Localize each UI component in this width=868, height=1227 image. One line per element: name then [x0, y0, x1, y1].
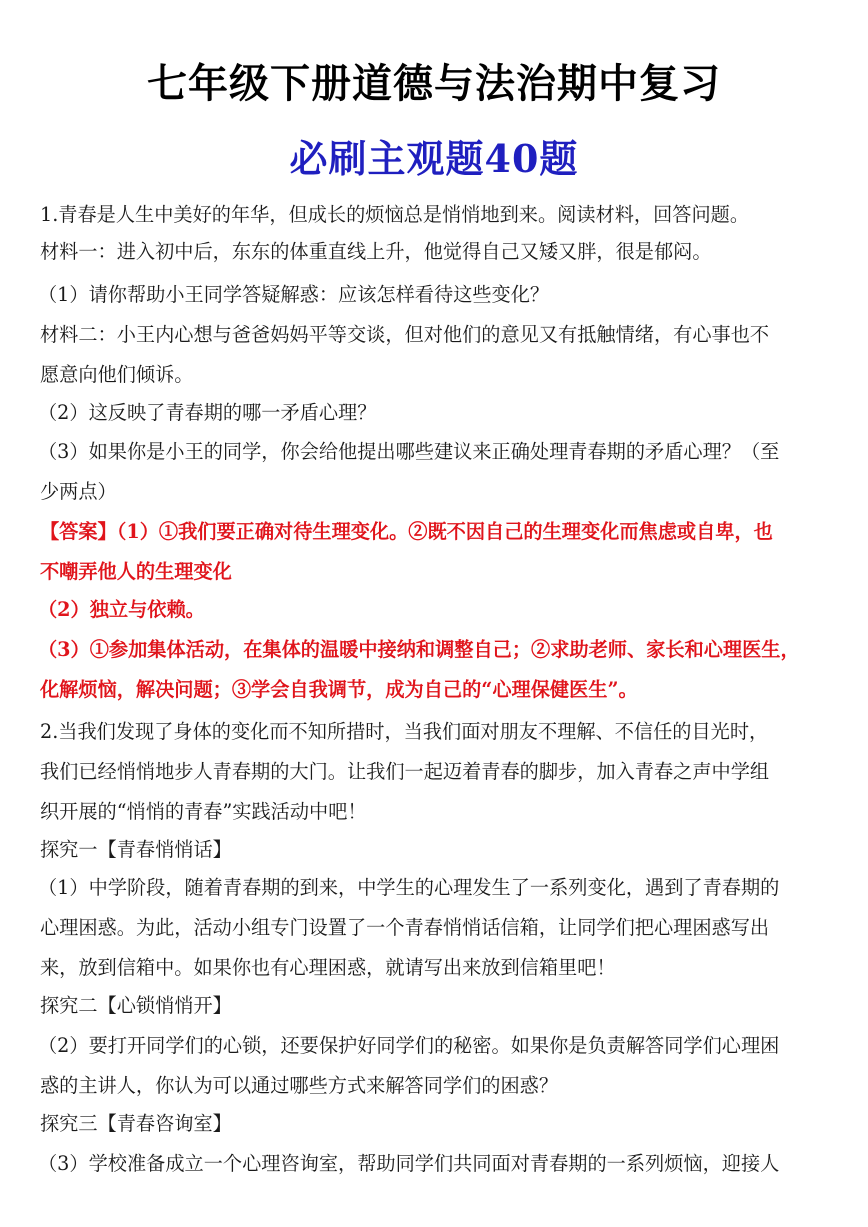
answer-1-part-3-cont: 化解烦恼，解决问题；③学会自我调节，成为自己的“心理保健医生”。 [40, 678, 638, 701]
question-2-part-1-cont-2: 来，放到信箱中。如果你也有心理困惑，就请写出来放到信箱里吧！ [40, 956, 616, 979]
question-2-part-2-cont: 惑的主讲人，你认为可以通过哪些方式来解答同学们的困惑？ [40, 1074, 559, 1097]
question-2-part-1: （1）中学阶段，随着青春期的到来，中学生的心理发生了一系列变化，遇到了青春期的 [38, 876, 780, 899]
question-1-part-1: （1）请你帮助小王同学答疑解惑：应该怎样看待这些变化？ [38, 283, 550, 306]
question-1-material-2-cont: 愿意向他们倾诉。 [40, 363, 194, 386]
explore-3-heading: 探究三【青春咨询室】 [40, 1112, 232, 1135]
question-2-part-3: （3）学校准备成立一个心理咨询室，帮助同学们共同面对青春期的一系列烦恼，迎接人 [38, 1152, 780, 1175]
question-2-part-1-cont-1: 心理困惑。为此，活动小组专门设置了一个青春悄悄话信箱，让同学们把心理困惑写出 [40, 916, 770, 939]
question-1-part-3-cont: 少两点） [40, 480, 117, 503]
question-1-material-1: 材料一：进入初中后，东东的体重直线上升，他觉得自己又矮又胖，很是郁闷。 [40, 240, 712, 263]
answer-1-part-1: 【答案】（1）①我们要正确对待生理变化。②既不因自己的生理变化而焦虑或自卑，也 [40, 520, 773, 543]
question-1-part-2: （2）这反映了青春期的哪一矛盾心理？ [38, 401, 377, 424]
question-2-part-2: （2）要打开同学们的心锁，还要保护好同学们的秘密。如果你是负责解答同学们心理困 [38, 1034, 780, 1057]
answer-1-part-1-cont: 不嘲弄他人的生理变化 [40, 560, 232, 583]
question-2-intro: 2.当我们发现了身体的变化而不知所措时，当我们面对朋友不理解、不信任的目光时， [40, 720, 769, 743]
question-1-part-3: （3）如果你是小王的同学，你会给他提出哪些建议来正确处理青春期的矛盾心理？（至 [38, 440, 780, 463]
answer-1-part-2: （2）独立与依赖。 [38, 598, 205, 621]
question-1-material-2: 材料二：小王内心想与爸爸妈妈平等交谈，但对他们的意见又有抵触情绪，有心事也不 [40, 323, 770, 346]
question-2-intro-cont-1: 我们已经悄悄地步人青春期的大门。让我们一起迈着青春的脚步，加入青春之声中学组 [40, 760, 770, 783]
explore-2-heading: 探究二【心锁悄悄开】 [40, 994, 232, 1017]
page-title: 七年级下册道德与法治期中复习 [147, 60, 721, 107]
question-2-intro-cont-2: 织开展的“悄悄的青春”实践活动中吧！ [40, 800, 367, 823]
explore-1-heading: 探究一【青春悄悄话】 [40, 838, 232, 861]
answer-1-part-3: （3）①参加集体活动，在集体的温暖中接纳和调整自己；②求助老师、家长和心理医生， [38, 638, 800, 661]
question-1-intro: 1.青春是人生中美好的年华，但成长的烦恼总是悄悄地到来。阅读材料，回答问题。 [40, 203, 750, 226]
page-subtitle: 必刷主观题40题 [289, 136, 579, 181]
